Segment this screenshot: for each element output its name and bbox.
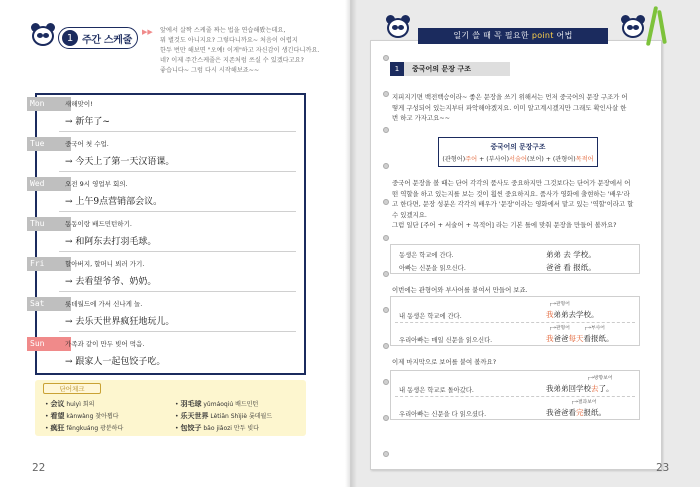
- day-tab: Fri: [27, 257, 71, 271]
- sentence-structure-box: [438, 137, 598, 167]
- panda-icon: [30, 22, 56, 50]
- vocab-item: • 羽毛球 yǔmáoqiú 배드민턴: [175, 399, 259, 408]
- grammar-header: 일기 쓸 때 꼭 필요한 point 어법: [418, 28, 608, 44]
- example-korean: 우리아빠는 신문을 다 읽으셨다.: [399, 411, 487, 418]
- body-paragraph: 중국어 문장을 볼 때는 단어 각각의 품사도 중요하지만 그것보다는 단어가 문장에서 어 떤 역할을 하고 있는지를 보는 것이 훨씬 중요하지요. 품사가 영화에 출현하는 '배우'라 고 한다면, 문장 성분은 각각의 배우가 '문장'이라는 영화에서 맡고 있는 '역할'이라고 할 수 있겠지요. 그럼 일단 [주어 + 서술어 + 목적어] 라는 기본 틀에 맞춰 문장을 만들어 볼까요?: [392, 179, 634, 229]
- example-chinese: 我爸爸看完报纸。: [546, 408, 606, 417]
- day-chinese: → 和阿东去打羽毛球。: [65, 237, 157, 247]
- vocab-item: • 看望 kànwàng 찾아뵙다: [45, 411, 119, 420]
- formula-body: (관형어)주어 + (부사어)서술어(보어) + (관형어)목적어: [442, 156, 594, 163]
- example-chinese: 爸爸 看 报纸。: [546, 263, 596, 272]
- right-page: [350, 0, 700, 487]
- day-tab: Mon: [27, 97, 71, 111]
- day-note: 새해맞이!: [65, 100, 93, 108]
- schedule-day-wed: [30, 175, 304, 215]
- vocab-item: • 乐天世界 Lètiān Shìjiè 롯데월드: [175, 411, 273, 420]
- day-note: 동동이랑 배드민턴하기.: [65, 220, 132, 228]
- panda-icon: [385, 14, 411, 42]
- section-title: [58, 27, 138, 49]
- schedule-day-sat: [30, 295, 304, 335]
- example-korean: 우리아빠는 매일 신문을 읽으신다.: [399, 337, 493, 344]
- grammar-tag: ┌→관형어: [549, 302, 570, 307]
- day-note: 할아버지, 할머니 뵈러 가기.: [65, 260, 145, 268]
- example-box-modifiers: [390, 296, 640, 346]
- formula-title: 중국어의 문장구조: [490, 143, 546, 151]
- caption: 이제 마지막으로 보어를 붙여 볼까요?: [392, 358, 497, 366]
- example-korean: 내 동생은 학교에 간다.: [399, 313, 462, 320]
- page-number: 23: [656, 461, 670, 474]
- example-korean: 내 동생은 학교로 돌아갔다.: [399, 387, 474, 394]
- day-note: 중국어 첫 수업.: [65, 140, 109, 148]
- schedule-day-sun: [30, 335, 304, 375]
- example-chinese: 我弟弟去学校。: [546, 310, 599, 319]
- section-title: 중국어의 문장 구조: [412, 65, 471, 73]
- example-box-basic: [390, 244, 640, 274]
- day-tab: Thu: [27, 217, 71, 231]
- day-tab: Wed: [27, 177, 71, 191]
- book-gutter: [345, 0, 357, 487]
- vocab-item: • 疯狂 fēngkuáng 광분하다: [45, 423, 124, 432]
- grammar-tag: ┌→결과보어: [571, 400, 597, 405]
- grammar-tag: ┌→방향보어: [587, 376, 613, 381]
- day-chinese: → 去看望爷爷、奶奶。: [65, 277, 157, 287]
- vocab-label: 단어체크: [43, 383, 101, 394]
- page-number: 22: [32, 461, 46, 474]
- example-chinese: 弟弟 去 学校。: [546, 250, 596, 259]
- triangle-arrow-icon: ▶▶: [142, 28, 153, 36]
- schedule-day-thu: [30, 215, 304, 255]
- bamboo-icon: [657, 10, 667, 44]
- day-note: 오전 9시 영업부 회의.: [65, 180, 128, 188]
- day-chinese: → 新年了~: [65, 117, 110, 127]
- example-korean: 아빠는 신문을 읽으신다.: [399, 265, 466, 272]
- schedule-day-tue: [30, 135, 304, 175]
- grammar-tag: ┌→부사어: [584, 326, 605, 331]
- day-chinese: → 今天上了第一天汉语课。: [65, 157, 175, 167]
- caption: 이번에는 관형어와 부사어를 붙여서 만들어 보죠.: [392, 286, 528, 294]
- example-korean: 동생은 학교에 간다.: [399, 252, 454, 259]
- grammar-tag: ┌→관형어: [549, 326, 570, 331]
- vocab-box: [35, 380, 306, 436]
- schedule-day-fri: [30, 255, 304, 295]
- day-chinese: → 上午9点营销部会议。: [65, 197, 163, 207]
- weekly-schedule: [30, 93, 306, 375]
- day-chinese: → 跟家人一起包饺子吃。: [65, 357, 166, 367]
- example-box-complements: [390, 370, 640, 420]
- example-chinese: 我弟弟回学校去了。: [546, 384, 614, 393]
- vocab-item: • 会议 huìyì 회의: [45, 399, 95, 408]
- section-number: 1: [62, 30, 78, 46]
- section-title-text: 주간 스케줄: [82, 34, 132, 46]
- day-tab: Sun: [27, 337, 71, 351]
- day-chinese: → 去乐天世界疯狂地玩儿。: [65, 317, 175, 327]
- day-tab: Sat: [27, 297, 71, 311]
- day-note: 가족과 같이 만두 빚어 먹음.: [65, 340, 145, 348]
- panda-icon: [620, 14, 646, 42]
- section-number: 1: [390, 62, 404, 76]
- schedule-day-mon: [30, 95, 304, 135]
- section-heading: [390, 62, 510, 76]
- vocab-item: • 包饺子 bāo jiǎozi 만두 빚다: [175, 423, 259, 432]
- example-chinese: 我爸爸每天看报纸。: [546, 334, 614, 343]
- intro-text: 앞에서 살짝 스케줄 짜는 법을 연습해봤는데요, 뭐 별것도 아니지요? 그렇다니까요~ 처음이 어렵지 한두 번만 해보면 "오예! 이게"하고 자신감이 생긴다니까요. 네? 이제 주간스케줄은 지존처럼 쓰실 수 있겠다고요? 좋습니다~ 그럼 다시 시작해보죠~~: [160, 27, 320, 74]
- day-note: 롯데월드에 가서 신나게 놀.: [65, 300, 143, 308]
- day-tab: Tue: [27, 137, 71, 151]
- intro-paragraph: 지피지기면 백전백승이라~ 좋은 문장을 쓰기 위해서는 먼저 중국어의 문장 구조가 어 떻게 구성되어 있는지부터 파악해야겠지요. 이미 알고계시겠지만 그래도 확인사살 한 번 하고 가자고요~~: [392, 93, 628, 122]
